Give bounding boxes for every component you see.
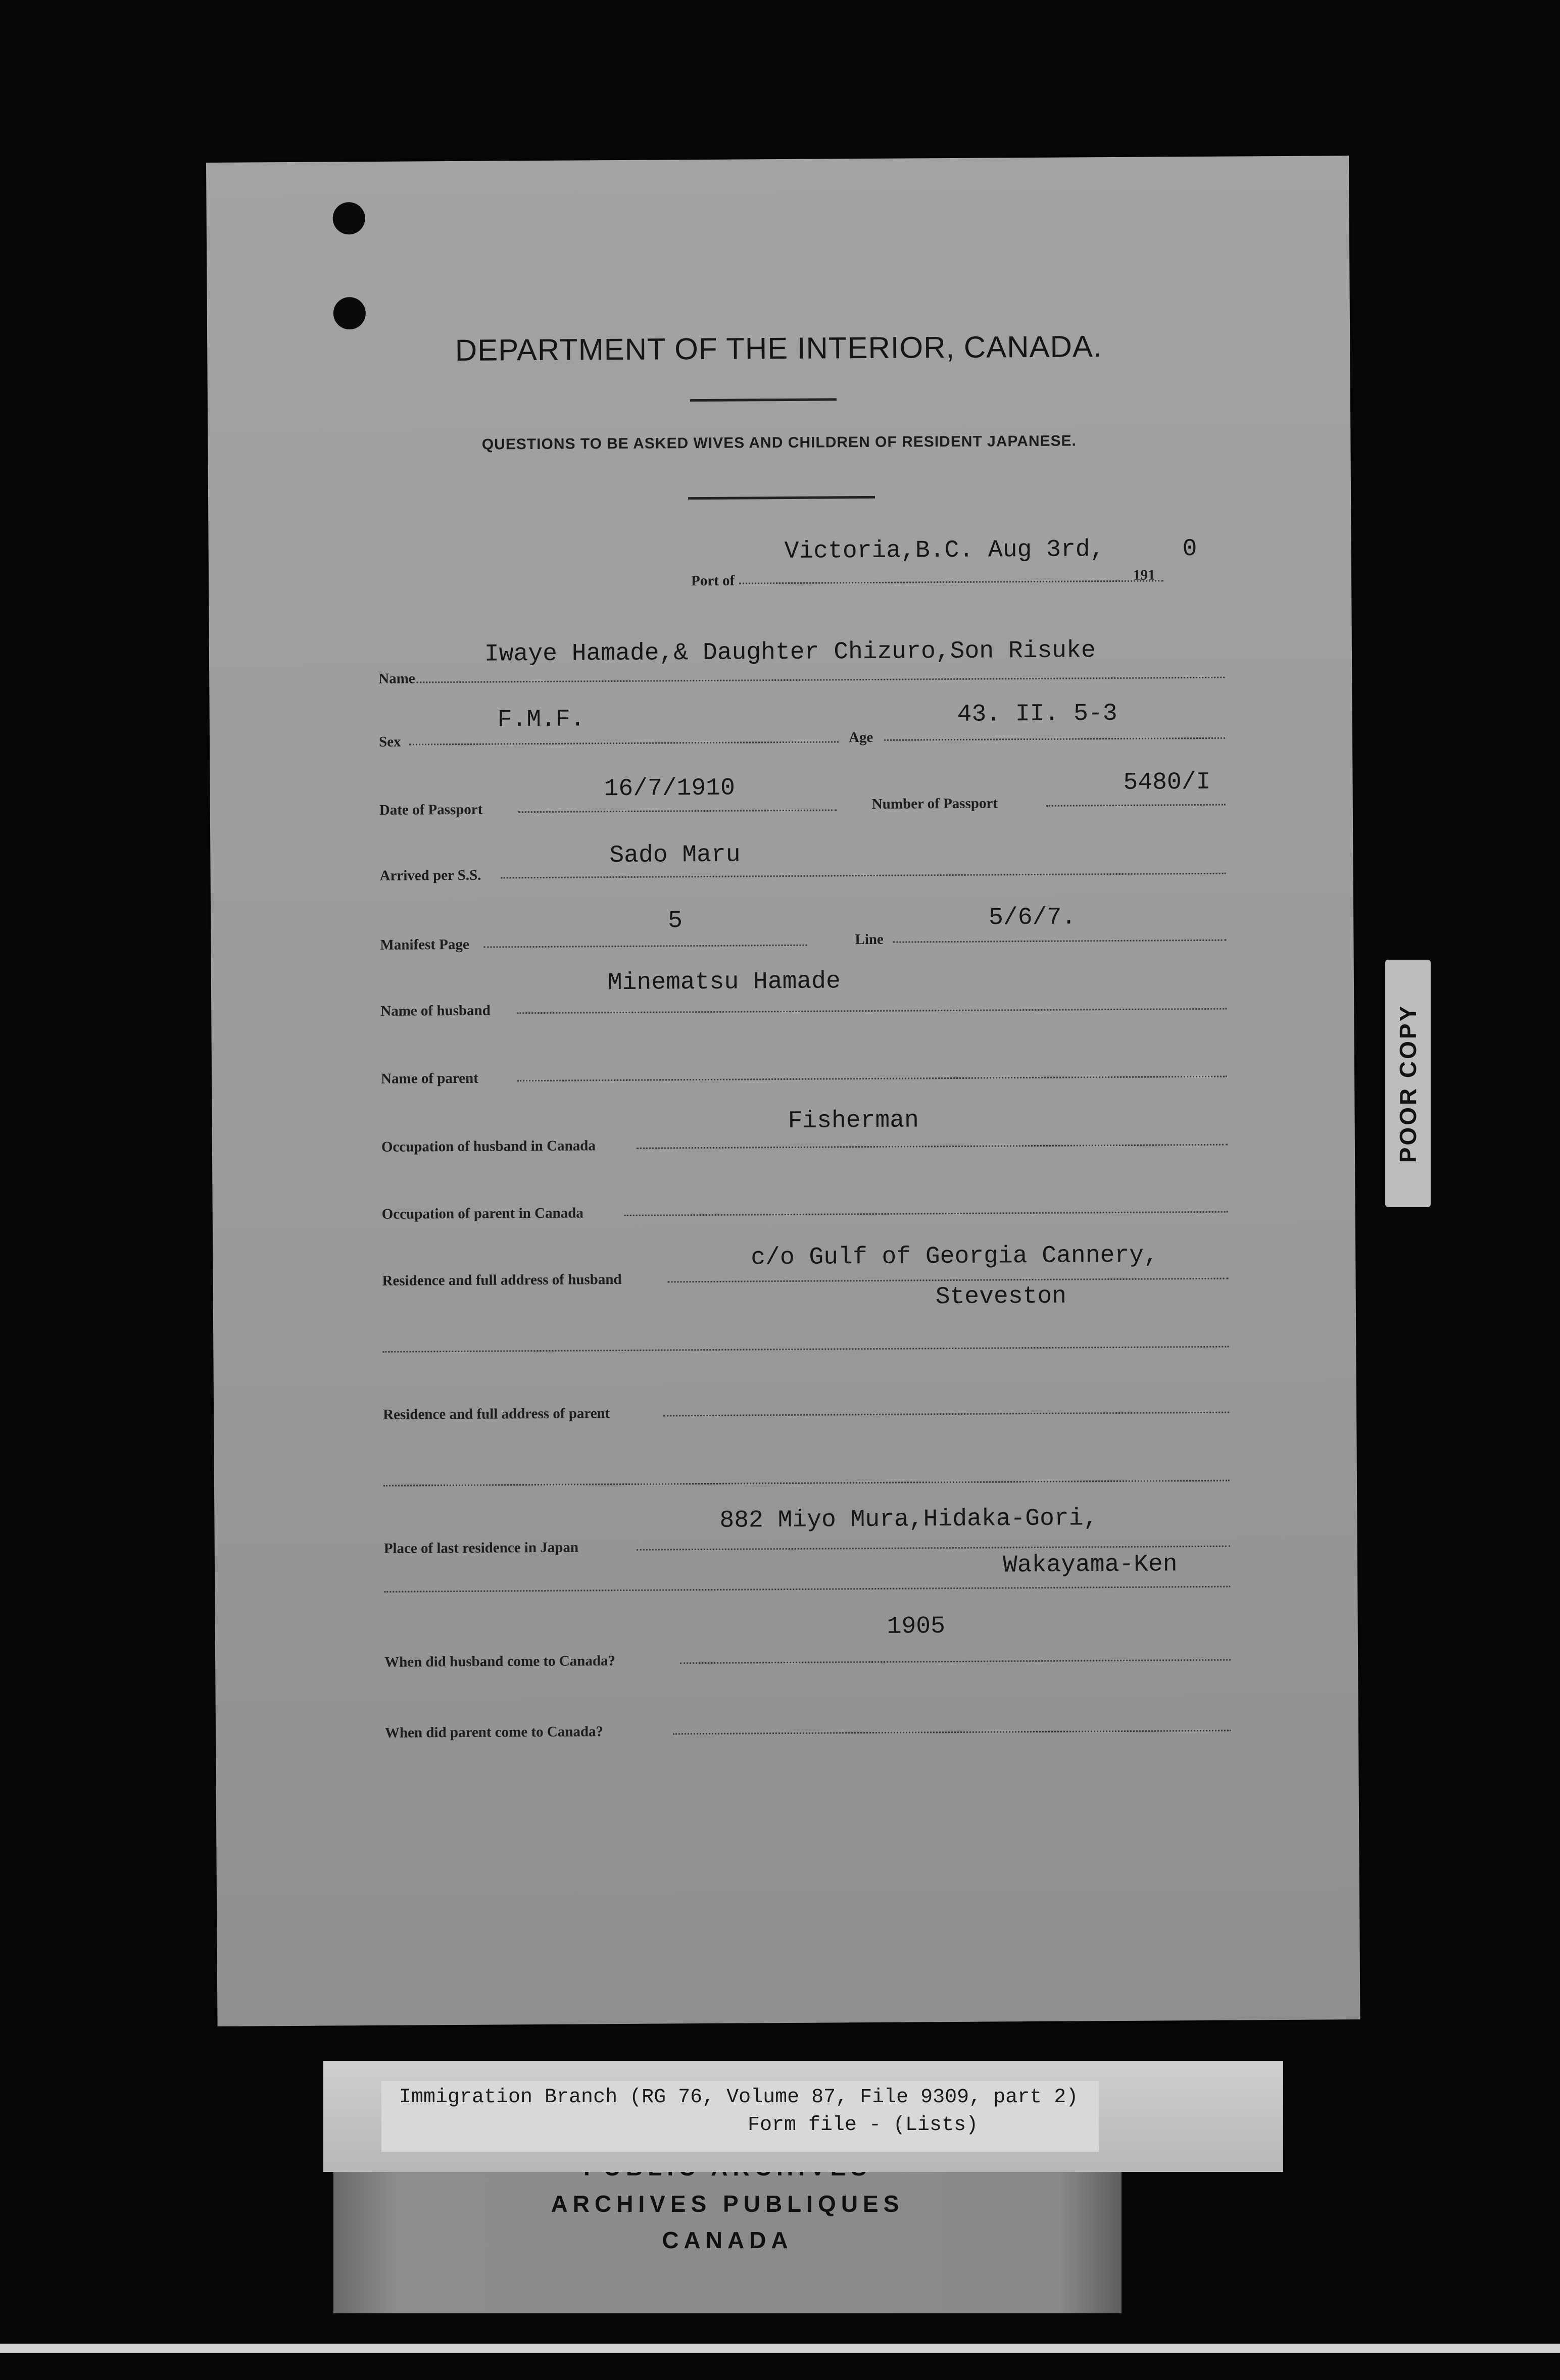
husband-came-label: When did husband come to Canada? <box>384 1653 616 1670</box>
parent-name-line <box>517 1076 1227 1082</box>
age-value: 43. II. 5-3 <box>957 700 1117 728</box>
res-parent-line-2 <box>383 1480 1230 1486</box>
subtitle-rule <box>688 496 875 500</box>
parent-came-line <box>673 1730 1231 1735</box>
age-label: Age <box>848 729 873 746</box>
name-label: Name <box>378 670 415 687</box>
punch-hole-top <box>332 202 365 234</box>
res-husband-line-2 <box>382 1346 1229 1353</box>
form-sheet <box>206 156 1360 2026</box>
line-value: 5/6/7. <box>988 904 1077 932</box>
form-title: DEPARTMENT OF THE INTERIOR, CANADA. <box>455 329 1102 367</box>
parent-name-label: Name of parent <box>380 1070 478 1087</box>
punch-hole-bottom <box>333 297 366 329</box>
passport-date-value: 16/7/1910 <box>604 774 736 803</box>
passport-date-line <box>518 809 837 813</box>
arrived-line <box>501 873 1226 879</box>
husband-came-line <box>680 1659 1231 1664</box>
occ-husband-label: Occupation of husband in Canada <box>381 1137 596 1155</box>
line-label: Line <box>855 931 884 948</box>
name-line <box>416 677 1225 683</box>
res-parent-label: Residence and full address of parent <box>383 1405 610 1423</box>
res-husband-value-1: c/o Gulf of Georgia Cannery, <box>751 1242 1158 1272</box>
last-residence-line-1 <box>637 1546 1230 1551</box>
occ-parent-label: Occupation of parent in Canada <box>381 1205 583 1222</box>
passport-number-line <box>1046 804 1226 807</box>
arrived-label: Arrived per S.S. <box>379 867 481 884</box>
manifest-value: 5 <box>668 907 683 935</box>
passport-date-label: Date of Passport <box>379 801 483 818</box>
port-label: Port of <box>691 572 735 589</box>
last-residence-label: Place of last residence in Japan <box>383 1539 579 1557</box>
archives-line-2: ARCHIVES PUBLIQUES <box>551 2191 904 2217</box>
occ-parent-line <box>624 1211 1228 1216</box>
passport-number-label: Number of Passport <box>871 795 998 812</box>
poor-copy-stamp <box>1385 960 1431 1207</box>
caption-line-1: Immigration Branch (RG 76, Volume 87, File 9309, part 2) <box>399 2086 1079 2109</box>
last-residence-value-1: 882 Miyo Mura,Hidaka-Gori, <box>719 1505 1098 1534</box>
occ-husband-value: Fisherman <box>788 1107 919 1135</box>
last-residence-line-2 <box>384 1586 1230 1593</box>
name-value: Iwaye Hamade,& Daughter Chizuro,Son Risuke <box>484 637 1096 668</box>
caption-line-2: Form file - (Lists) <box>748 2114 979 2137</box>
arrived-value: Sado Maru <box>609 841 741 870</box>
manifest-line <box>483 945 807 948</box>
year-digit: 0 <box>1182 535 1197 563</box>
stamp-text: POOR COPY <box>1395 1004 1421 1163</box>
res-husband-label: Residence and full address of husband <box>382 1271 622 1289</box>
manifest-label: Manifest Page <box>380 936 469 953</box>
title-rule <box>690 398 837 402</box>
last-residence-value-2: Wakayama-Ken <box>1002 1551 1178 1579</box>
parent-came-label: When did parent come to Canada? <box>384 1723 604 1741</box>
age-line <box>884 737 1225 741</box>
occ-husband-line <box>637 1144 1228 1149</box>
form-subtitle: QUESTIONS TO BE ASKED WIVES AND CHILDREN OF RESIDENT JAPANESE. <box>481 432 1077 453</box>
res-parent-line-1 <box>663 1412 1229 1417</box>
husband-came-value: 1905 <box>887 1613 946 1641</box>
res-husband-value-2: Steveston <box>935 1282 1067 1311</box>
res-husband-line-1 <box>668 1278 1229 1283</box>
husband-name-label: Name of husband <box>380 1002 491 1019</box>
husband-name-line <box>517 1008 1227 1014</box>
husband-name-value: Minematsu Hamade <box>607 968 841 997</box>
film-edge <box>0 2344 1560 2353</box>
archives-line-3: CANADA <box>662 2227 793 2253</box>
sex-line <box>409 741 839 745</box>
sex-value: F.M.F. <box>497 706 585 734</box>
year-printed: 191 <box>1133 567 1155 583</box>
sex-label: Sex <box>378 733 401 750</box>
port-value: Victoria,B.C. Aug 3rd, <box>784 536 1105 566</box>
passport-number-value: 5480/I <box>1123 768 1211 797</box>
port-line <box>739 580 1163 584</box>
line-line <box>893 939 1226 943</box>
